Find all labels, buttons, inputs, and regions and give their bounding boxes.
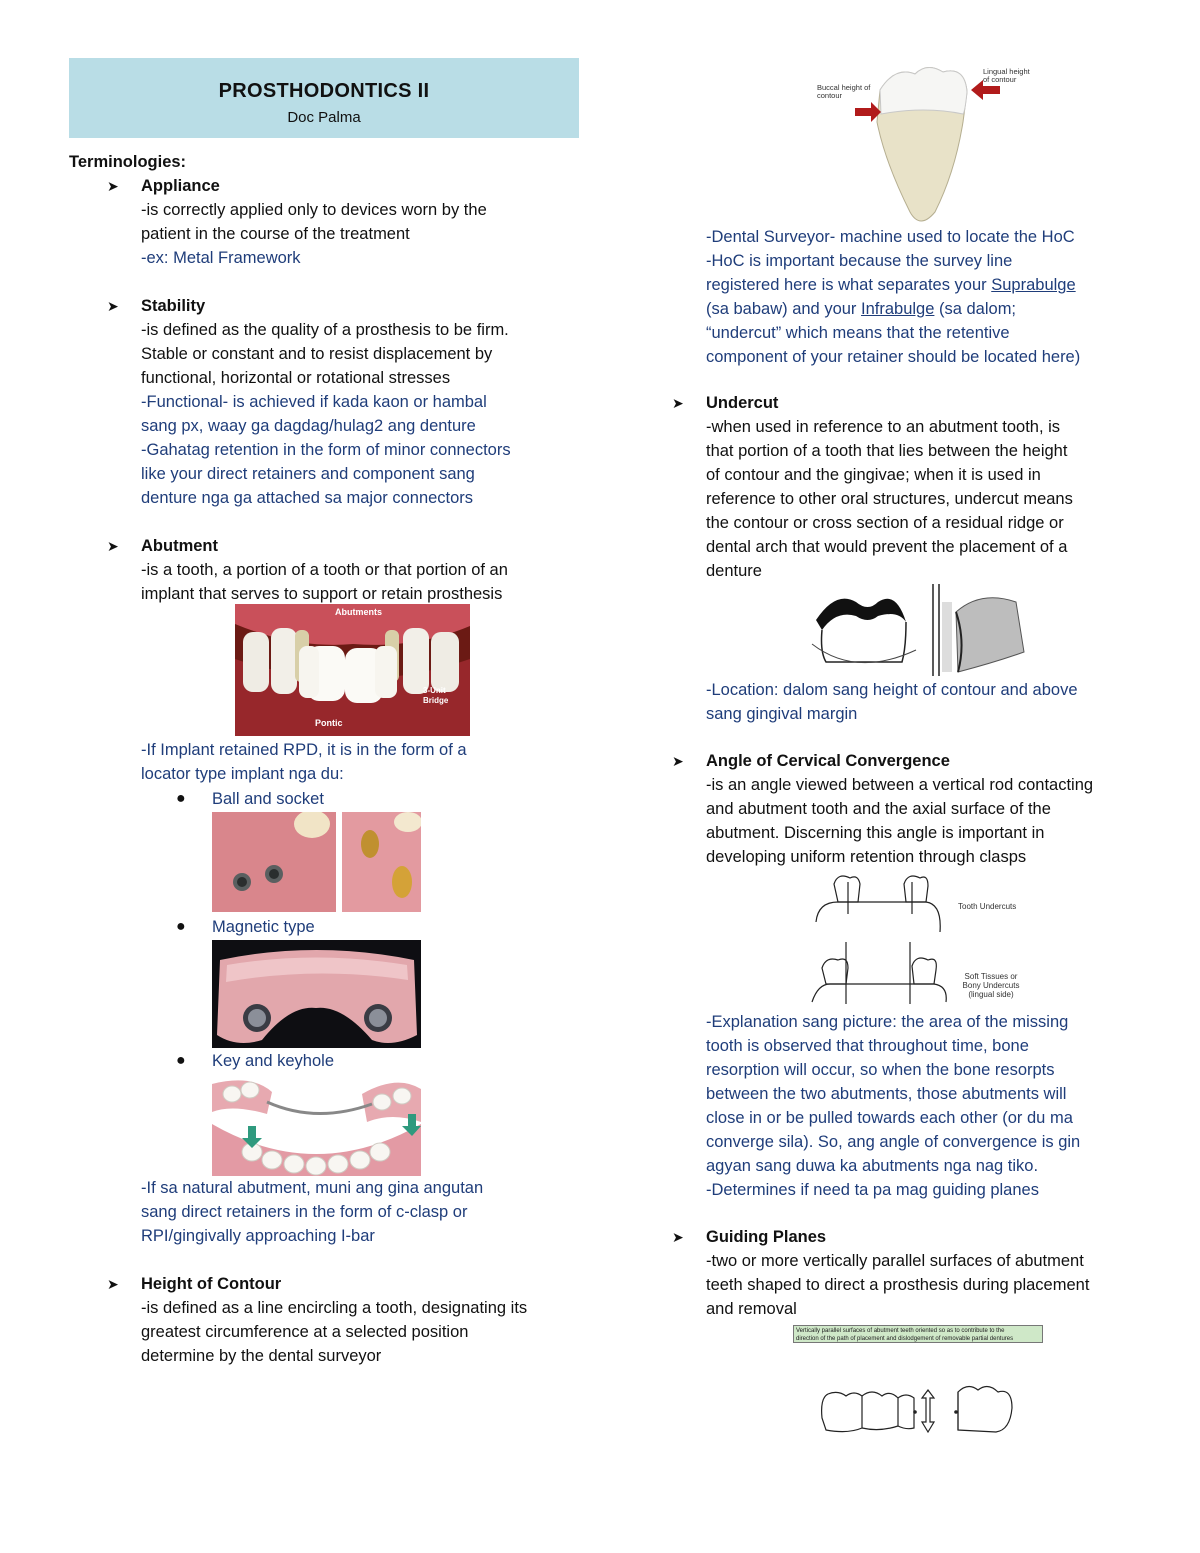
term-line: the contour or cross section of a residual ridge or (706, 514, 1064, 532)
term-line: Stable or constant and to resist displacement by (141, 345, 493, 363)
term-note: -Determines if need ta pa mag guiding planes (706, 1181, 1039, 1199)
term-appliance (141, 174, 581, 270)
term-line: functional, horizontal or rotational stresses (141, 369, 451, 387)
term-guiding-planes (706, 1225, 1166, 1321)
image-label: Abutments (335, 607, 382, 617)
term-line: denture (706, 562, 762, 580)
arrow-bullet-icon: ➤ (672, 753, 684, 769)
magnetic-denture-photo (212, 940, 421, 1048)
ball-socket-photo (212, 812, 421, 912)
type-label: Magnetic type (212, 918, 315, 936)
undercut-diagram (806, 582, 1031, 678)
term-note: -Dental Surveyor- machine used to locate the HoC (706, 228, 1075, 246)
suprabulge-term: Suprabulge (991, 276, 1076, 294)
term-title: Stability (141, 297, 206, 315)
term-note: like your direct retainers and component sang (141, 465, 475, 483)
type-label: Key and keyhole (212, 1052, 335, 1070)
term-line: greatest circumference at a selected position (141, 1323, 469, 1341)
bullet-dot-icon: ● (176, 918, 186, 935)
term-line: patient in the course of the treatment (141, 225, 410, 243)
document-title: PROSTHODONTICS II (218, 80, 430, 102)
term-note: -Location: dalom sang height of contour and above (706, 681, 1078, 699)
term-angle-cervical-convergence (706, 749, 1166, 869)
term-note: sang px, waay ga dagdag/hulag2 ang denture (141, 417, 476, 435)
guiding-planes-diagram (818, 1378, 1018, 1440)
term-note: -Gahatag retention in the form of minor connectors (141, 441, 511, 459)
term-note: (sa babaw) and your Infrabulge (sa dalom; (706, 300, 1017, 318)
tooth-contour-diagram (815, 62, 1040, 227)
term-title: Abutment (141, 537, 218, 555)
surveyor-notes (706, 225, 1166, 369)
term-note: -If Implant retained RPD, it is in the form of a (141, 741, 467, 759)
term-line: -is a tooth, a portion of a tooth or that portion of an (141, 561, 508, 579)
image-label-group: Soft Tissues or Bony Undercuts (lingual side) (962, 972, 1020, 999)
term-undercut (706, 391, 1156, 583)
arrow-bullet-icon: ➤ (107, 1276, 119, 1292)
image-label: Lingual height of contour (983, 67, 1030, 84)
term-note: sang gingival margin (706, 705, 858, 723)
term-note: -HoC is important because the survey line (706, 252, 1013, 270)
term-line: dental arch that would prevent the placement of a (706, 538, 1068, 556)
title-banner (69, 58, 579, 138)
section-heading: Terminologies: (69, 153, 187, 171)
key-keyhole-diagram (212, 1074, 421, 1176)
image-label: Tooth Undercuts (958, 902, 1017, 911)
term-title: Undercut (706, 394, 779, 412)
term-note: agyan sang duwa ka abutments nga nag tiko. (706, 1157, 1039, 1175)
bullet-dot-icon: ● (176, 1052, 186, 1069)
term-note: resorption will occur, so when the bone resorpts (706, 1061, 1055, 1079)
term-line: and removal (706, 1300, 797, 1318)
term-title: Angle of Cervical Convergence (706, 752, 950, 770)
term-height-of-contour (141, 1272, 581, 1368)
guiding-planes-caption: Vertically parallel surfaces of abutment teeth oriented so as to contribute to the direction of the path of placement and dislodgement of removable partial dentures (793, 1325, 1043, 1343)
term-line: determine by the dental surveyor (141, 1347, 382, 1365)
image-label: Buccal height of contour (817, 83, 871, 100)
term-note: RPI/gingivally approaching I-bar (141, 1227, 375, 1245)
term-line: implant that serves to support or retain prosthesis (141, 585, 503, 603)
undercuts-diagram (808, 872, 1038, 1010)
term-stability (141, 294, 581, 510)
natural-abutment-notes (141, 1176, 581, 1248)
image-label: 3-Unit Bridge (423, 686, 449, 705)
term-note: registered here is what separates your Suprabulge (706, 276, 1076, 294)
term-line: and abutment tooth and the axial surface of the (706, 800, 1051, 818)
term-line: -is correctly applied only to devices worn by the (141, 201, 487, 219)
term-line: of contour and the gingivae; when it is used in (706, 466, 1041, 484)
term-note: between the two abutments, those abutments will (706, 1085, 1067, 1103)
term-note: -Functional- is achieved if kada kaon or hambal (141, 393, 487, 411)
term-line: -when used in reference to an abutment tooth, is (706, 418, 1061, 436)
term-note: locator type implant nga du: (141, 765, 344, 783)
document-subtitle: Doc Palma (287, 109, 361, 126)
term-line: reference to other oral structures, undercut means (706, 490, 1073, 508)
term-note: close in or be pulled towards each other (or du ma (706, 1109, 1073, 1127)
term-note: -If sa natural abutment, muni ang gina angutan (141, 1179, 484, 1197)
term-note: -ex: Metal Framework (141, 249, 301, 267)
term-note: component of your retainer should be located here) (706, 348, 1081, 366)
term-note: -Explanation sang picture: the area of the missing (706, 1013, 1069, 1031)
implant-notes (141, 738, 581, 786)
image-label: Pontic (315, 718, 343, 728)
term-line: abutment. Discerning this angle is important in (706, 824, 1045, 842)
term-line: teeth shaped to direct a prosthesis during placement (706, 1276, 1090, 1294)
term-line: developing uniform retention through clasps (706, 848, 1027, 866)
arrow-bullet-icon: ➤ (672, 395, 684, 411)
type-label: Ball and socket (212, 790, 324, 808)
term-note: converge sila). So, ang angle of convergence is gin (706, 1133, 1081, 1151)
term-abutment (141, 534, 581, 606)
term-title: Appliance (141, 177, 220, 195)
arrow-bullet-icon: ➤ (107, 298, 119, 314)
term-line: -two or more vertically parallel surfaces of abutment (706, 1252, 1084, 1270)
term-note: tooth is observed that throughout time, bone (706, 1037, 1029, 1055)
undercut-notes (706, 678, 1156, 726)
term-line: -is defined as a line encircling a tooth, designating its (141, 1299, 528, 1317)
arrow-bullet-icon: ➤ (107, 538, 119, 554)
term-title: Guiding Planes (706, 1228, 827, 1246)
term-line: -is defined as the quality of a prosthesis to be firm. (141, 321, 509, 339)
bridge-photo (235, 604, 470, 736)
angle-explanation-notes (706, 1010, 1166, 1202)
term-note: denture nga ga attached sa major connectors (141, 489, 474, 507)
infrabulge-term: Infrabulge (861, 300, 935, 318)
term-note: “undercut” which means that the retentive (706, 324, 1010, 342)
bullet-dot-icon: ● (176, 790, 186, 807)
term-note: sang direct retainers in the form of c-clasp or (141, 1203, 468, 1221)
arrow-bullet-icon: ➤ (672, 1229, 684, 1245)
term-line: that portion of a tooth that lies between the height (706, 442, 1068, 460)
term-line: -is an angle viewed between a vertical rod contacting (706, 776, 1094, 794)
arrow-bullet-icon: ➤ (107, 178, 119, 194)
term-title: Height of Contour (141, 1275, 282, 1293)
